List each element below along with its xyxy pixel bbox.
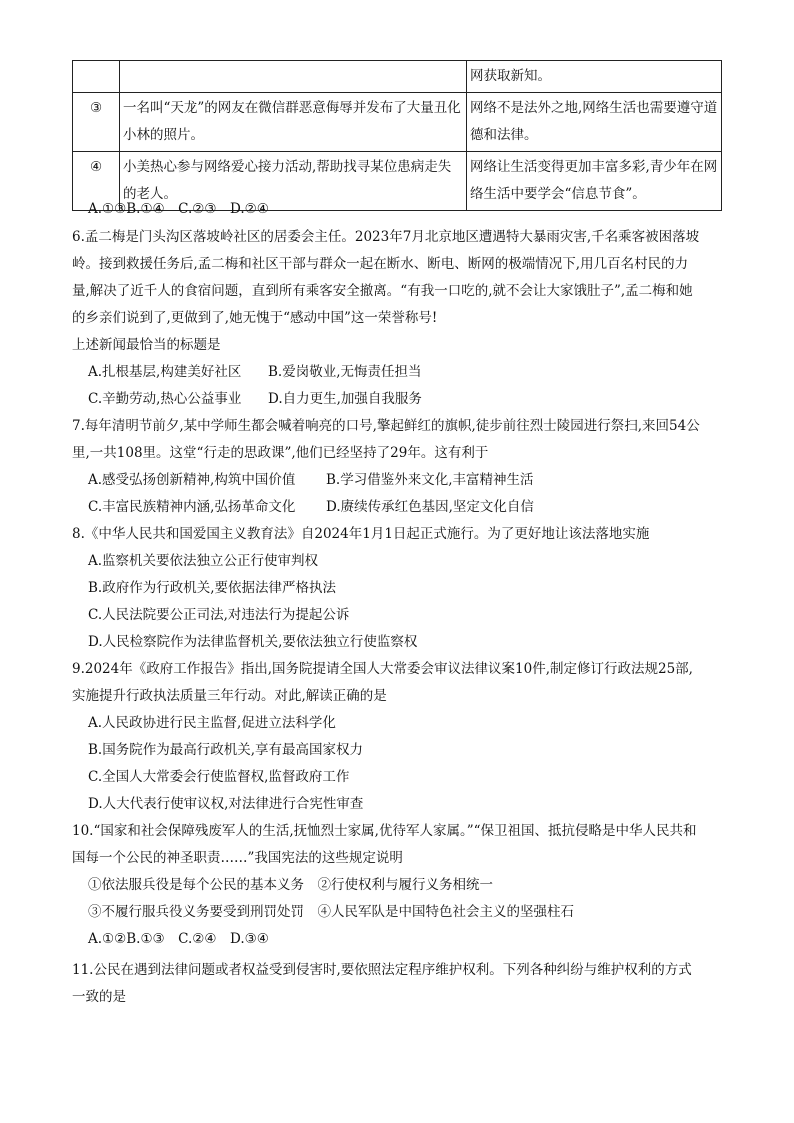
q8-option-b[interactable]: B.政府作为行政机关,要依据法律严格执法	[88, 580, 337, 596]
q7-options-row-1	[72, 467, 724, 494]
q7-option-c[interactable]: C.丰富民族精神内涵,弘扬革命文化	[88, 499, 296, 515]
q7-options-row-2	[72, 494, 724, 521]
q8-option-d[interactable]: D.人民检察院作为法律监督机关,要依法独立行使监察权	[88, 634, 418, 650]
q6-options-row-2	[72, 386, 724, 413]
q5-options-block	[72, 196, 724, 223]
question-10	[72, 818, 724, 953]
q8-stem-line: 8.《中华人民共和国爱国主义教育法》自2024年1月1日起正式施行。为了更好地让该法落地实施	[72, 526, 650, 542]
q6-stem-line: 岭。接到救援任务后,孟二梅和社区干部与群众一起在断水、断电、断网的极端情况下,用几百名村民的力	[72, 256, 689, 272]
q9-option-b[interactable]: B.国务院作为最高行政机关,享有最高国家权力	[88, 742, 364, 758]
q7-option-b[interactable]: B.学习借鉴外来文化,丰富精神生活	[326, 472, 534, 488]
question-6	[72, 224, 724, 413]
q6-option-a[interactable]: A.扎根基层,构建美好社区	[88, 364, 242, 380]
q11-stem-line: 11.公民在遇到法律问题或者权益受到侵害时,要依照法定程序维护权利。下列各种纠纷与维护权利的方式	[72, 962, 692, 978]
table-row	[73, 61, 722, 93]
q7-stem-line: 里,一共108里。这堂“行走的思政课”,他们已经坚持了29年。这有利于	[72, 445, 489, 461]
table-cell-view: 网络让生活变得更加丰富多彩,青少年在网络生活中要学会“信息节食”。	[467, 152, 722, 211]
q7-option-d[interactable]: D.赓续传承红色基因,坚定文化自信	[326, 499, 534, 515]
q9-option-a[interactable]: A.人民政协进行民主监督,促进立法科学化	[88, 715, 336, 731]
q6-stem-line: 的乡亲们说到了,更做到了,她无愧于“感动中国”这一荣誉称号!	[72, 310, 438, 326]
q6-stem-line: 量,解决了近千人的食宿问题，直到所有乘客安全撤离。“有我一口吃的,就不会让大家饿肚子”,孟二梅和她	[72, 283, 693, 299]
question-8	[72, 521, 724, 656]
q9-option-c[interactable]: C.全国人大常委会行使监督权,监督政府工作	[88, 769, 350, 785]
table-cell-num	[73, 61, 120, 93]
question-11	[72, 957, 724, 1011]
q10-stem-line: 国每一个公民的神圣职责……”我国宪法的这些规定说明	[72, 850, 403, 866]
question-7	[72, 413, 724, 521]
table-cell-view: 网获取新知。	[467, 61, 722, 93]
q9-stem-line: 实施提升行政执法质量三年行动。对此,解读正确的是	[72, 688, 387, 704]
table-cell-num: ③	[73, 93, 120, 152]
table-cell-event	[120, 61, 467, 93]
q6-option-b[interactable]: B.爱岗敬业,无悔责任担当	[268, 364, 422, 380]
q9-stem-line: 9.2024年《政府工作报告》指出,国务院提请全国人大常委会审议法律议案10件,制定修订行政法规25部,	[72, 661, 693, 677]
table-cell-view: 网络不是法外之地,网络生活也需要遵守道德和法律。	[467, 93, 722, 152]
q6-stem-line: 6.孟二梅是门头沟区落坡岭社区的居委会主任。2023年7月北京地区遭遇特大暴雨灾害,千名乘客被困落坡	[72, 229, 700, 245]
q8-option-c[interactable]: C.人民法院要公正司法,对违法行为提起公诉	[88, 607, 350, 623]
table-row	[73, 93, 722, 152]
q5-options: A.①③B.①④ C.②③ D.②④	[88, 201, 269, 217]
table-cell-num: ④	[73, 152, 120, 211]
question-9	[72, 656, 724, 818]
table-cell-event: 一名叫“天龙”的网友在微信群恶意侮辱并发布了大量丑化小林的照片。	[120, 93, 467, 152]
q6-option-c[interactable]: C.辛勤劳动,热心公益事业	[88, 391, 242, 407]
q11-stem-line: 一致的是	[72, 989, 126, 1005]
q7-option-a[interactable]: A.感受弘扬创新精神,构筑中国价值	[88, 472, 296, 488]
q10-statements-row: ③不履行服兵役义务要受到刑罚处罚 ④人民军队是中国特色社会主义的坚强柱石	[88, 904, 574, 920]
q7-stem-line: 7.每年清明节前夕,某中学师生都会喊着响亮的口号,擎起鲜红的旗帜,徒步前往烈士陵园进行祭扫,来回54公	[72, 418, 700, 434]
q9-option-d[interactable]: D.人大代表行使审议权,对法律进行合宪性审查	[88, 796, 364, 812]
case-table	[72, 60, 722, 211]
q10-stem-line: 10.“国家和社会保障残废军人的生活,抚恤烈士家属,优待军人家属。”“保卫祖国、抵抗侵略是中华人民共和	[72, 823, 697, 839]
table-cell-event: 小美热心参与网络爱心接力活动,帮助找寻某位患病走失的老人。	[120, 152, 467, 211]
q10-options[interactable]: A.①②B.①③ C.②④ D.③④	[88, 931, 269, 947]
q8-option-a[interactable]: A.监察机关要依法独立公正行使审判权	[88, 553, 319, 569]
q6-prompt: 上述新闻最恰当的标题是	[72, 337, 221, 353]
q6-options-row-1	[72, 359, 724, 386]
q6-option-d[interactable]: D.自力更生,加强自我服务	[268, 391, 422, 407]
q10-statements-row: ①依法服兵役是每个公民的基本义务 ②行使权利与履行义务相统一	[88, 877, 493, 893]
